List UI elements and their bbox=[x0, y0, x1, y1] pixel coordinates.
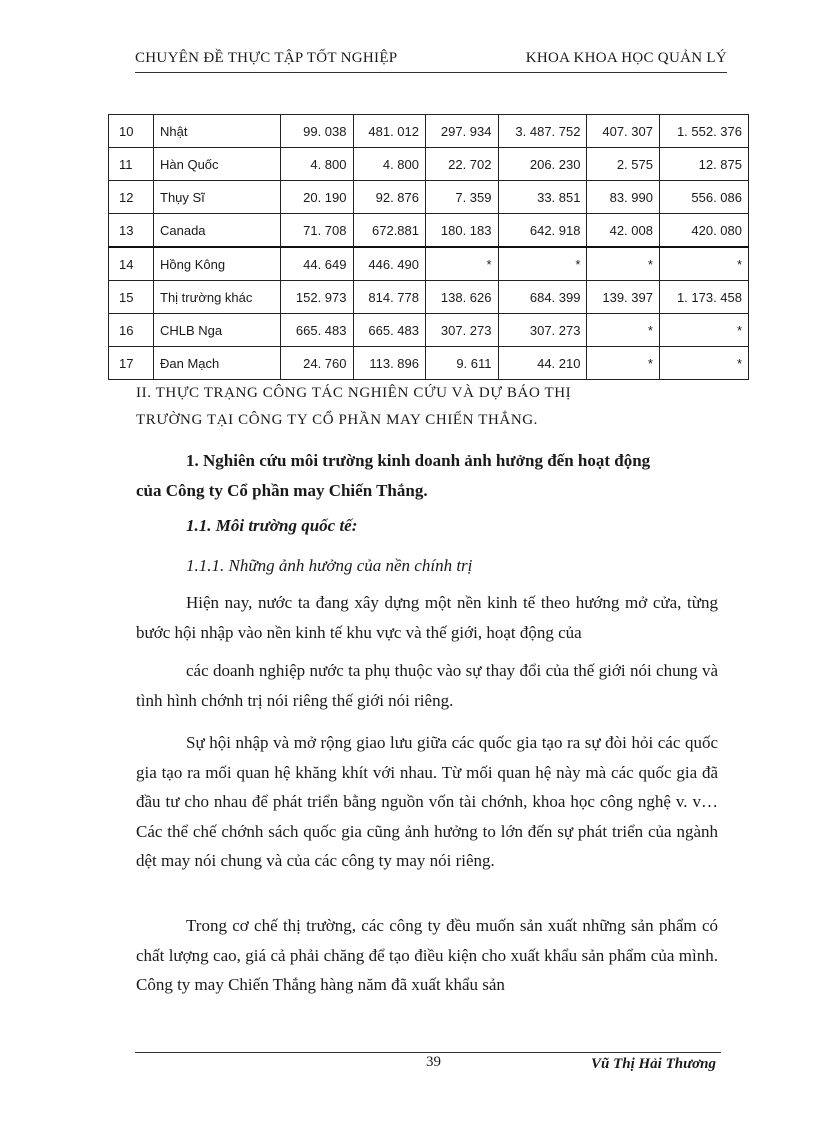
value-cell: 83. 990 bbox=[587, 181, 660, 214]
value-cell: 9. 611 bbox=[426, 347, 499, 380]
row-index-cell: 13 bbox=[109, 214, 154, 248]
row-index-cell: 15 bbox=[109, 281, 154, 314]
market-name-cell: Hồng Kông bbox=[154, 247, 281, 281]
value-cell: 642. 918 bbox=[498, 214, 587, 248]
value-cell: 665. 483 bbox=[353, 314, 426, 347]
heading-1-line1: 1. Nghiên cứu môi trường kinh doanh ảnh hưởng đến hoạt động bbox=[186, 451, 651, 470]
value-cell: * bbox=[587, 347, 660, 380]
header-right-title: KHOA KHOA HỌC QUẢN LÝ bbox=[525, 50, 727, 66]
value-cell: 407. 307 bbox=[587, 115, 660, 148]
value-cell: 684. 399 bbox=[498, 281, 587, 314]
row-index-cell: 12 bbox=[109, 181, 154, 214]
value-cell: 7. 359 bbox=[426, 181, 499, 214]
row-index-cell: 16 bbox=[109, 314, 154, 347]
value-cell: 1. 173. 458 bbox=[659, 281, 748, 314]
footer-divider bbox=[135, 1052, 721, 1053]
value-cell: * bbox=[498, 247, 587, 281]
value-cell: 2. 575 bbox=[587, 148, 660, 181]
value-cell: 113. 896 bbox=[353, 347, 426, 380]
market-name-cell: Canada bbox=[154, 214, 281, 248]
export-market-table bbox=[108, 114, 749, 380]
value-cell: 665. 483 bbox=[281, 314, 354, 347]
market-name-cell: Nhật bbox=[154, 115, 281, 148]
value-cell: 71. 708 bbox=[281, 214, 354, 248]
table-row bbox=[109, 314, 749, 347]
value-cell: 92. 876 bbox=[353, 181, 426, 214]
value-cell: 44. 210 bbox=[498, 347, 587, 380]
value-cell: 446. 490 bbox=[353, 247, 426, 281]
value-cell: 139. 397 bbox=[587, 281, 660, 314]
value-cell: 22. 702 bbox=[426, 148, 499, 181]
value-cell: * bbox=[659, 247, 748, 281]
header-left-title: CHUYÊN ĐỀ THỰC TẬP TỐT NGHIỆP bbox=[135, 50, 398, 66]
value-cell: 33. 851 bbox=[498, 181, 587, 214]
value-cell: 42. 008 bbox=[587, 214, 660, 248]
paragraph-1: Hiện nay, nước ta đang xây dựng một nền kinh tế theo hướng mở cửa, từng bước hội nhập vào nền kinh tế khu vực và thế giới, hoạt động của bbox=[136, 593, 718, 642]
heading-1-line2: của Công ty Cổ phần may Chiến Thắng. bbox=[136, 481, 428, 500]
market-name-cell: Thụy Sĩ bbox=[154, 181, 281, 214]
market-name-cell: Thị trường khác bbox=[154, 281, 281, 314]
page-header bbox=[135, 46, 727, 73]
value-cell: 138. 626 bbox=[426, 281, 499, 314]
value-cell: 4. 800 bbox=[281, 148, 354, 181]
table-row bbox=[109, 214, 749, 248]
table-row bbox=[109, 115, 749, 148]
market-name-cell: CHLB Nga bbox=[154, 314, 281, 347]
value-cell: 481. 012 bbox=[353, 115, 426, 148]
value-cell: 307. 273 bbox=[426, 314, 499, 347]
row-index-cell: 11 bbox=[109, 148, 154, 181]
value-cell: 4. 800 bbox=[353, 148, 426, 181]
row-index-cell: 10 bbox=[109, 115, 154, 148]
section-title-line1: II. THỰC TRẠNG CÔNG TÁC NGHIÊN CỨU VÀ DỰ BÁO THỊ bbox=[136, 385, 572, 401]
table-body bbox=[109, 115, 749, 380]
value-cell: 20. 190 bbox=[281, 181, 354, 214]
value-cell: 24. 760 bbox=[281, 347, 354, 380]
market-name-cell: Hàn Quốc bbox=[154, 148, 281, 181]
row-index-cell: 17 bbox=[109, 347, 154, 380]
value-cell: 44. 649 bbox=[281, 247, 354, 281]
value-cell: 152. 973 bbox=[281, 281, 354, 314]
section-title-line2: TRƯỜNG TẠI CÔNG TY CỔ PHẦN MAY CHIẾN THẮNG. bbox=[136, 412, 539, 428]
value-cell: 99. 038 bbox=[281, 115, 354, 148]
value-cell: 556. 086 bbox=[659, 181, 748, 214]
value-cell: * bbox=[587, 247, 660, 281]
value-cell: 3. 487. 752 bbox=[498, 115, 587, 148]
market-name-cell: Đan Mạch bbox=[154, 347, 281, 380]
value-cell: * bbox=[587, 314, 660, 347]
heading-1-1: 1.1. Môi trường quốc tế: bbox=[186, 516, 358, 535]
value-cell: 180. 183 bbox=[426, 214, 499, 248]
value-cell: 672.881 bbox=[353, 214, 426, 248]
table-row bbox=[109, 247, 749, 281]
table-row bbox=[109, 181, 749, 214]
heading-1-1-1: 1.1.1. Những ảnh hưởng của nền chính trị bbox=[186, 556, 473, 575]
paragraph-3: Trong cơ chế thị trường, các công ty đều muốn sản xuất những sản phẩm có chất lượng cao, giá cả phải chăng để tạo điều kiện cho xuất khẩu sản phẩm của mình. Công ty may Chiến Thắng hàng năm đã xuất khẩu sản bbox=[136, 916, 718, 995]
value-cell: 1. 552. 376 bbox=[659, 115, 748, 148]
table-row bbox=[109, 148, 749, 181]
value-cell: 814. 778 bbox=[353, 281, 426, 314]
paragraph-1b: các doanh nghiệp nước ta phụ thuộc vào sự thay đổi của thế giới nói chung và tình hình chớnh trị nói riêng thế giới nói riêng. bbox=[136, 661, 718, 710]
value-cell: * bbox=[426, 247, 499, 281]
value-cell: 206. 230 bbox=[498, 148, 587, 181]
value-cell: 307. 273 bbox=[498, 314, 587, 347]
table-row bbox=[109, 347, 749, 380]
page-number: 39 bbox=[426, 1054, 441, 1070]
value-cell: 420. 080 bbox=[659, 214, 748, 248]
paragraph-2: Sự hội nhập và mở rộng giao lưu giữa các quốc gia tạo ra sự đòi hỏi các quốc gia tạo ra mối quan hệ khăng khít với nhau. Từ mối quan hệ này mà các quốc gia đã đầu tư cho nhau để phát triển bằng nguồn vốn tài chớnh, khoa học công nghệ v. v… Các thể chế chớnh sách quốc gia cũng ảnh hưởng to lớn đến sự phát triển của ngành dệt may nói chung và của các công ty may nói riêng. bbox=[136, 733, 718, 871]
footer-author: Vũ Thị Hải Thương bbox=[591, 1056, 716, 1072]
row-index-cell: 14 bbox=[109, 247, 154, 281]
value-cell: * bbox=[659, 314, 748, 347]
value-cell: * bbox=[659, 347, 748, 380]
value-cell: 297. 934 bbox=[426, 115, 499, 148]
value-cell: 12. 875 bbox=[659, 148, 748, 181]
table-row bbox=[109, 281, 749, 314]
